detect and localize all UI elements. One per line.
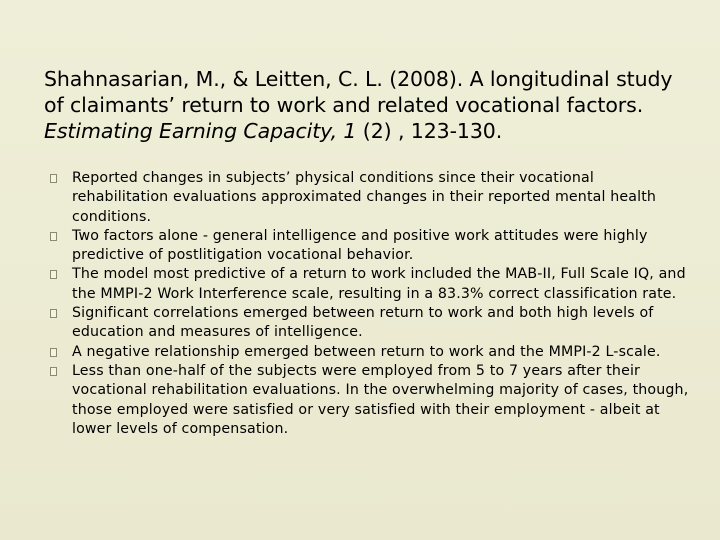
bullet-text: The model most predictive of a return to work included the MAB-II, Full Scale IQ, and the MMPI-2 Work Interference scale, resulting in a 83.3% correct classification rate.	[72, 266, 686, 302]
bullet-item	[50, 304, 690, 343]
title-citation: Shahnasarian, M., & Leitten, C. L. (2008). A longitudinal study of claimants’ return to work and related vocational factors.	[44, 67, 673, 117]
bullet-item	[50, 227, 690, 266]
bullet-list	[50, 169, 690, 439]
title-issue-pages: (2) , 123-130.	[356, 119, 503, 143]
bullet-item	[50, 343, 690, 362]
bullet-square-icon	[50, 309, 57, 318]
bullet-text: Less than one-half of the subjects were employed from 5 to 7 years after their vocational rehabilitation evaluations. In the overwhelming majority of cases, though, those employed were satisfied or very satisfied with their employment - albeit at lower levels of compensation.	[72, 362, 689, 437]
bullet-square-icon	[50, 270, 57, 279]
bullet-square-icon	[50, 348, 57, 357]
bullet-item	[50, 265, 690, 304]
bullet-text: Significant correlations emerged between return to work and both high levels of education and measures of intelligence.	[72, 305, 654, 341]
slide-title	[44, 66, 684, 144]
bullet-square-icon	[50, 174, 57, 183]
bullet-text: Reported changes in subjects’ physical conditions since their vocational rehabilitation evaluations approximated changes in their reported mental health conditions.	[72, 170, 657, 225]
bullet-item	[50, 362, 690, 439]
bullet-text: A negative relationship emerged between return to work and the MMPI-2 L-scale.	[72, 343, 661, 360]
bullet-square-icon	[50, 232, 57, 241]
bullet-item	[50, 169, 690, 227]
bullet-square-icon	[50, 367, 57, 376]
bullet-text: Two factors alone - general intelligence and positive work attitudes were highly predictive of postlitigation vocational behavior.	[72, 227, 648, 264]
title-journal: Estimating Earning Capacity, 1	[44, 119, 357, 143]
